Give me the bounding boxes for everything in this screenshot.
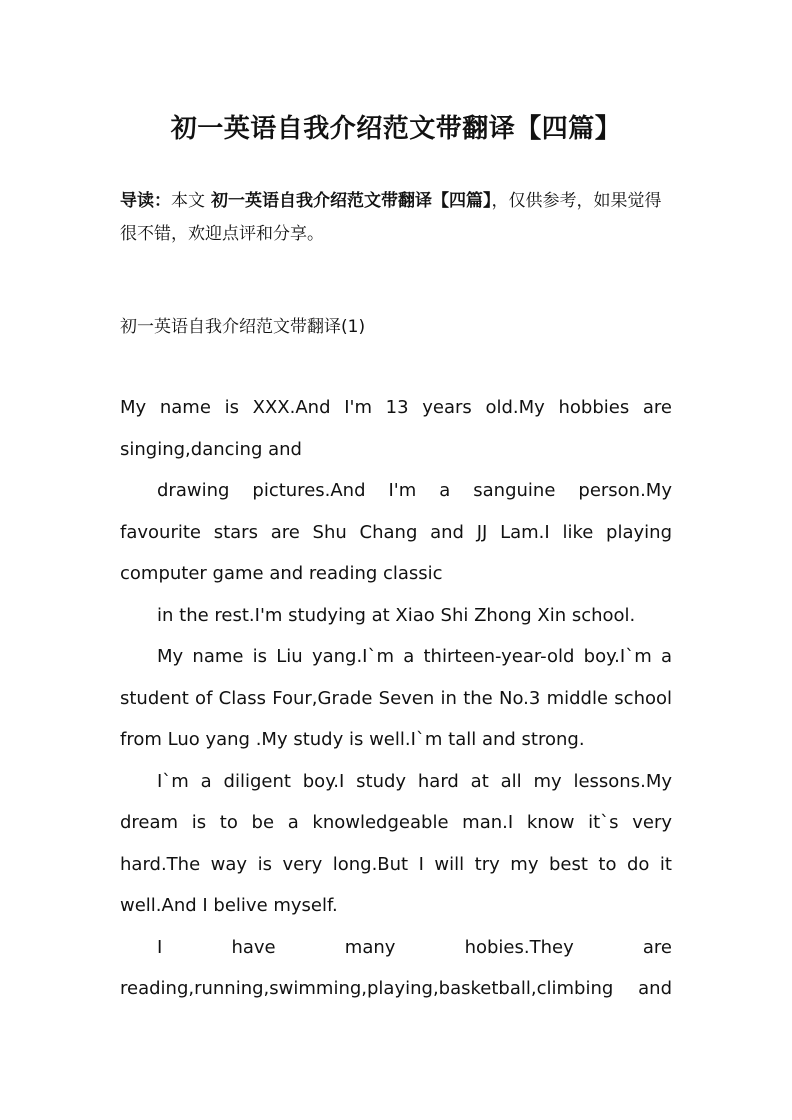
- paragraph-1: My name is XXX.And I'm 13 years old.My hobbies are singing,dancing and: [120, 397, 672, 460]
- paragraph-3: in the rest.I'm studying at Xiao Shi Zhong Xin school.: [157, 604, 636, 626]
- paragraph-2: drawing pictures.And I'm a sanguine person.My favourite stars are Shu Chang and JJ Lam.I like playing computer game and reading classic: [120, 480, 672, 584]
- paragraph-5: I`m a diligent boy.I study hard at all my lessons.My dream is to be a knowledgeable man.I know it`s very hard.The way is very long.But I will try my best to do it well.And I belive myself.: [120, 770, 672, 916]
- body-text: [120, 387, 672, 1010]
- document-title: 初一英语自我介绍范文带翻译【四篇】: [170, 114, 622, 144]
- paragraph-4: My name is Liu yang.I`m a thirteen-year-old boy.I`m a student of Class Four,Grade Seven in the No.3 middle school from Luo yang .My study is well.I`m tall and strong.: [120, 646, 672, 750]
- intro-suffix: ，仅供参考，如果觉得很不错，欢迎点评和分享。: [120, 191, 662, 244]
- paragraph-6: I have many hobies.They are reading,running,swimming,playing,basketball,climbing and: [120, 936, 672, 999]
- section-heading: 初一英语自我介绍范文带翻译(1): [120, 317, 366, 337]
- intro-title: 初一英语自我介绍范文带翻译【四篇】: [211, 191, 492, 211]
- intro-label: 导读：: [120, 191, 171, 211]
- intro-paragraph: [120, 185, 672, 251]
- intro-prefix: 本文: [171, 191, 205, 211]
